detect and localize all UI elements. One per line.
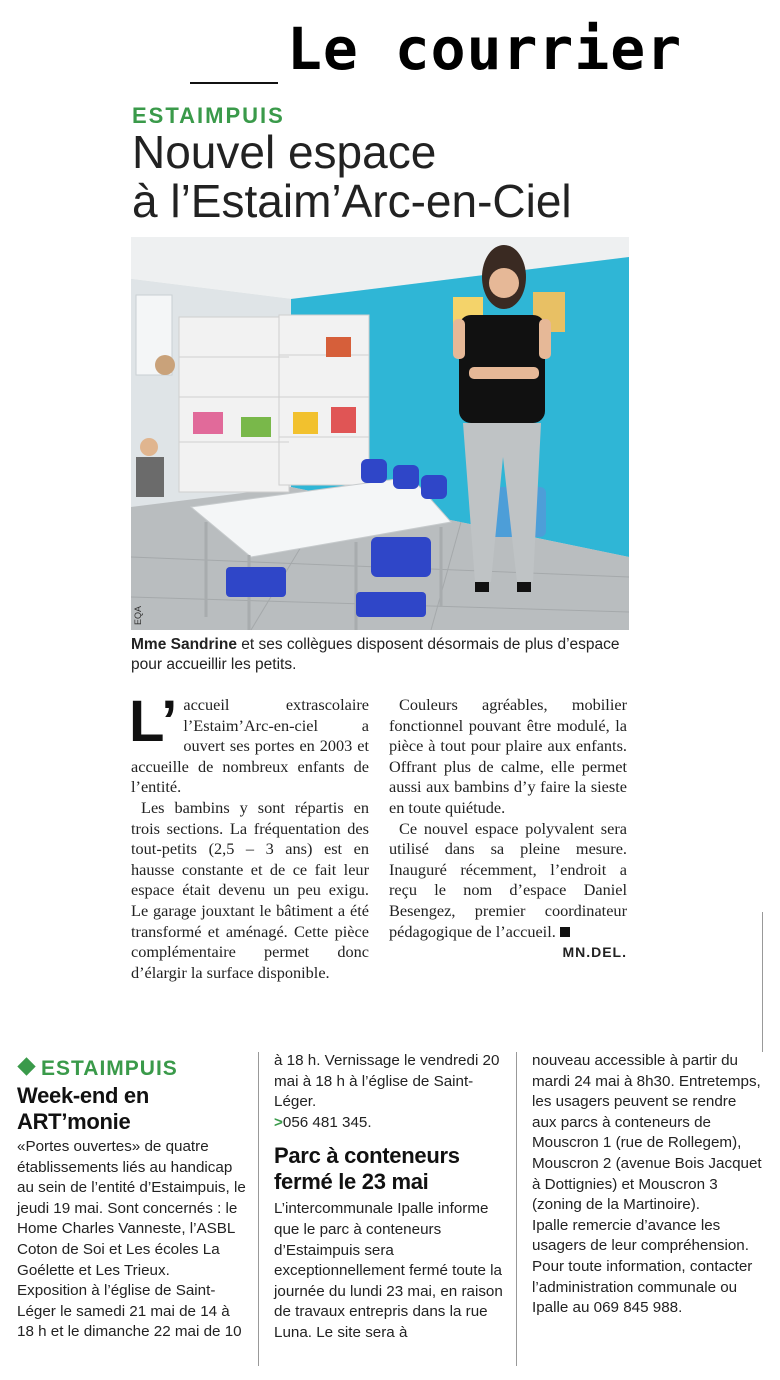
- brief-headline-artmonie: Week-end en ART’monie: [17, 1083, 149, 1134]
- dropcap: L’: [129, 689, 178, 754]
- headline-line-2: à l’Estaim’Arc-en-Ciel: [132, 175, 572, 227]
- brief-column-3: [532, 1051, 764, 1319]
- brief-kicker: [17, 1055, 249, 1083]
- article-paragraph-3: Couleurs agréables, mobilier fonctionnel pouvant être modulé, la pièce à tout pour plaire aux enfants. Offrant plus de calme, elle permet aussi aux bambins d’y faire la sieste en toute quiétude.: [389, 695, 627, 817]
- article-paragraph-1: [129, 689, 369, 798]
- end-mark-icon: [560, 927, 570, 937]
- article-photo: [131, 237, 629, 630]
- caption-name: Mme Sandrine: [131, 636, 237, 653]
- brief-phone: [274, 1113, 504, 1134]
- article-column-right: [389, 695, 627, 963]
- phone-number: 056 481 345.: [282, 1113, 372, 1131]
- brief-column-2: [274, 1051, 504, 1344]
- article-kicker: ESTAIMPUIS: [132, 103, 285, 128]
- brief-text: «Portes ouvertes» de quatre établissements liés au handicap au sein de l’entité d’Estaimpuis, le jeudi 19 mai. Sont concernés : le Home Charles Vanneste, l’ASBL Coton de Soi et Les écoles La Goélette et Les Trieux.: [17, 1138, 246, 1279]
- masthead-title: Le courrier: [287, 15, 683, 83]
- article-paragraph-4: [389, 818, 627, 961]
- brief-kicker-text: ESTAIMPUIS: [41, 1057, 178, 1080]
- brief-headline-parc: Parc à conteneurs fermé le 23 mai: [274, 1143, 460, 1195]
- brief-text: L’intercommunale Ipalle informe que le parc à conteneurs d’Estaimpuis sera exceptionnellement fermé toute la journée du lundi 23 mai, en raison de travaux entrepris dans la rue Luna. Le site sera à: [274, 1200, 503, 1341]
- headline-line-1: Nouvel espace: [132, 126, 437, 178]
- photo-caption: [131, 635, 631, 675]
- masthead-rule: [190, 82, 278, 84]
- column-divider: [258, 1052, 259, 1366]
- phone-arrow-icon: >: [274, 1113, 283, 1131]
- column-divider: [762, 912, 763, 1052]
- column-divider: [516, 1052, 517, 1366]
- brief-text: nouveau accessible à partir du mardi 24 mai à 8h30. Entretemps, les usagers peuvent se rendre aux parcs à conteneurs de Mouscron 1 (rue de Rollegem), Mouscron 2 (avenue Bois Jacquet à Dottignies) et Mouscron 3 (zoning de la Martinoire).: [532, 1052, 762, 1214]
- article-headline: [132, 128, 572, 226]
- article-column-left: [129, 689, 369, 983]
- caption-text: et ses collègues disposent désormais de plus d’espace pour accueillir les petits.: [131, 636, 620, 673]
- brief-text: Exposition à l’église de Saint-Léger le samedi 21 mai de 14 à 18 h et le dimanche 22 mai de 10: [17, 1282, 242, 1341]
- brief-column-1: [17, 1051, 249, 1343]
- diamond-icon: [17, 1057, 35, 1075]
- brief-text: Ipalle remercie d’avance les usagers de leur compréhension. Pour toute information, contacter l’administration communale ou Ipalle au 069 845 988.: [532, 1216, 753, 1317]
- photo-credit: EQA: [133, 605, 143, 625]
- paragraph-1-text: accueil extrascolaire l’Estaim’Arc-en-ciel a ouvert ses portes en 2003 et accueille de nombreux enfants de l’entité.: [131, 695, 369, 797]
- paragraph-4-text: Ce nouvel espace polyvalent sera utilisé dans sa pleine mesure. Inauguré récemment, l’endroit a reçu le nom d’espace Daniel Besengez, premier coordinateur pédagogique de l’accueil.: [389, 818, 627, 941]
- brief-text: à 18 h. Vernissage le vendredi 20 mai à 18 h à l’église de Saint-Léger.: [274, 1052, 500, 1111]
- article-paragraph-2: Les bambins y sont répartis en trois sections. La fréquentation des tout-petits (2,5 – 3 ans) est en hausse constante et de ce fait leur espace était devenu un peu exigu. Le garage jouxtant le bâtiment a été transformé et aménagé. Cette pièce complémentaire permet donc d’élargir la surface disponible.: [131, 797, 369, 982]
- article-signoff: MN.DEL.: [562, 944, 627, 961]
